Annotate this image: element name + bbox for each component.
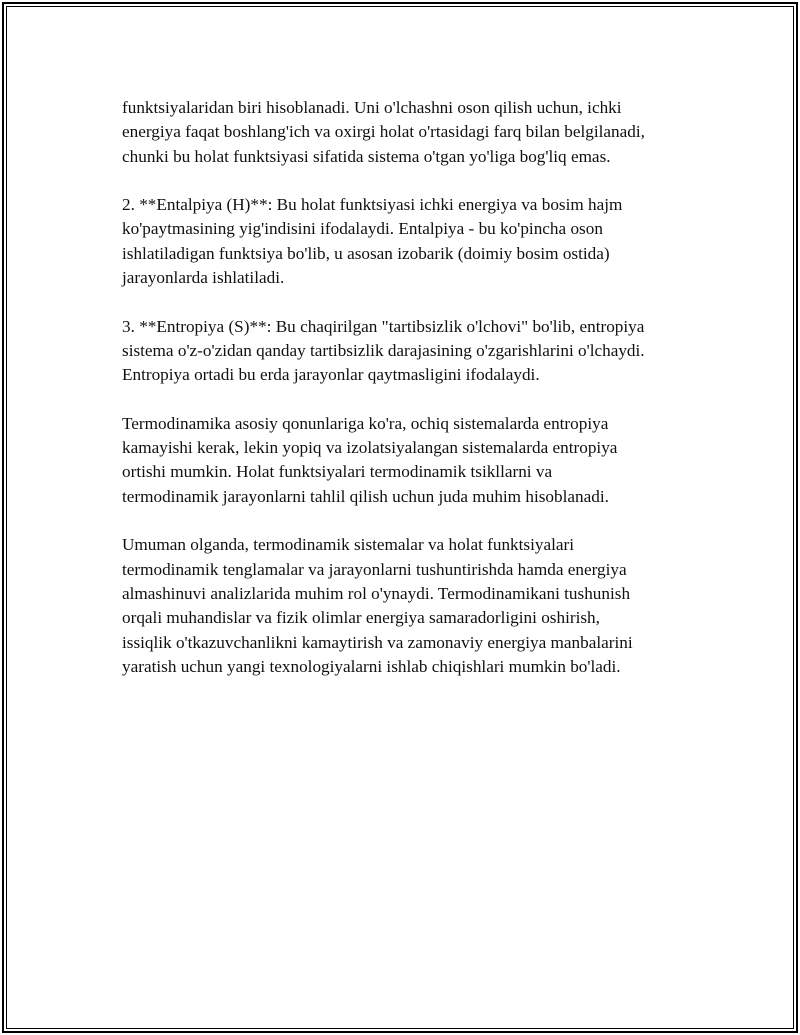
paragraph-entropy	[122, 315, 702, 388]
text-line: yaratish uchun yangi texnologiyalarni ishlab chiqishlari mumkin bo'ladi.	[122, 656, 621, 676]
text-line: Entropiya ortadi bu erda jarayonlar qaytmasligini ifodalaydi.	[122, 365, 540, 385]
text-line: kamayishi kerak, lekin yopiq va izolatsiyalangan sistemalarda entropiya	[122, 438, 618, 458]
text-line: Umuman olganda, termodinamik sistemalar va holat funktsiyalari	[122, 535, 575, 555]
text-line: chunki bu holat funktsiyasi sifatida sistema o'tgan yo'liga bog'liq emas.	[122, 146, 611, 166]
text-line: termodinamik tenglamalar va jarayonlarni tushuntirishda hamda energiya	[122, 559, 627, 579]
document-body	[122, 96, 702, 703]
text-line: jarayonlarda ishlatiladi.	[122, 268, 285, 288]
text-line: 3. **Entropiya (S)**: Bu chaqirilgan "tartibsizlik o'lchovi" bo'lib, entropiya	[122, 316, 645, 336]
text-line: 2. **Entalpiya (H)**: Bu holat funktsiyasi ichki energiya va bosim hajm	[122, 195, 623, 215]
text-line: ortishi mumkin. Holat funktsiyalari termodinamik tsikllarni va	[122, 462, 553, 482]
paragraph-laws	[122, 412, 702, 509]
text-line: issiqlik o'tkazuvchanlikni kamaytirish va zamonaviy energiya manbalarini	[122, 632, 633, 652]
text-line: Termodinamika asosiy qonunlariga ko'ra, ochiq sistemalarda entropiya	[122, 413, 609, 433]
text-line: funktsiyalaridan biri hisoblanadi. Uni o'lchashni oson qilish uchun, ichki	[122, 98, 622, 117]
paragraph-enthalpy	[122, 193, 702, 290]
text-line: ishlatiladigan funktsiya bo'lib, u asosan izobarik (doimiy bosim ostida)	[122, 243, 610, 263]
paragraph-internal-energy	[122, 96, 702, 169]
text-line: energiya faqat boshlang'ich va oxirgi holat o'rtasidagi farq bilan belgilanadi,	[122, 122, 645, 142]
page-border	[2, 2, 798, 1033]
text-line: sistema o'z-o'zidan qanday tartibsizlik darajasining o'zgarishlarini o'lchaydi.	[122, 340, 645, 360]
text-line: orqali muhandislar va fizik olimlar energiya samaradorligini oshirish,	[122, 608, 600, 628]
text-line: almashinuvi analizlarida muhim rol o'ynaydi. Termodinamikani tushunish	[122, 583, 631, 603]
text-line: termodinamik jarayonlarni tahlil qilish uchun juda muhim hisoblanadi.	[122, 486, 609, 506]
paragraph-conclusion	[122, 533, 702, 679]
text-line: ko'paytmasining yig'indisini ifodalaydi. Entalpiya - bu ko'pincha oson	[122, 219, 603, 239]
